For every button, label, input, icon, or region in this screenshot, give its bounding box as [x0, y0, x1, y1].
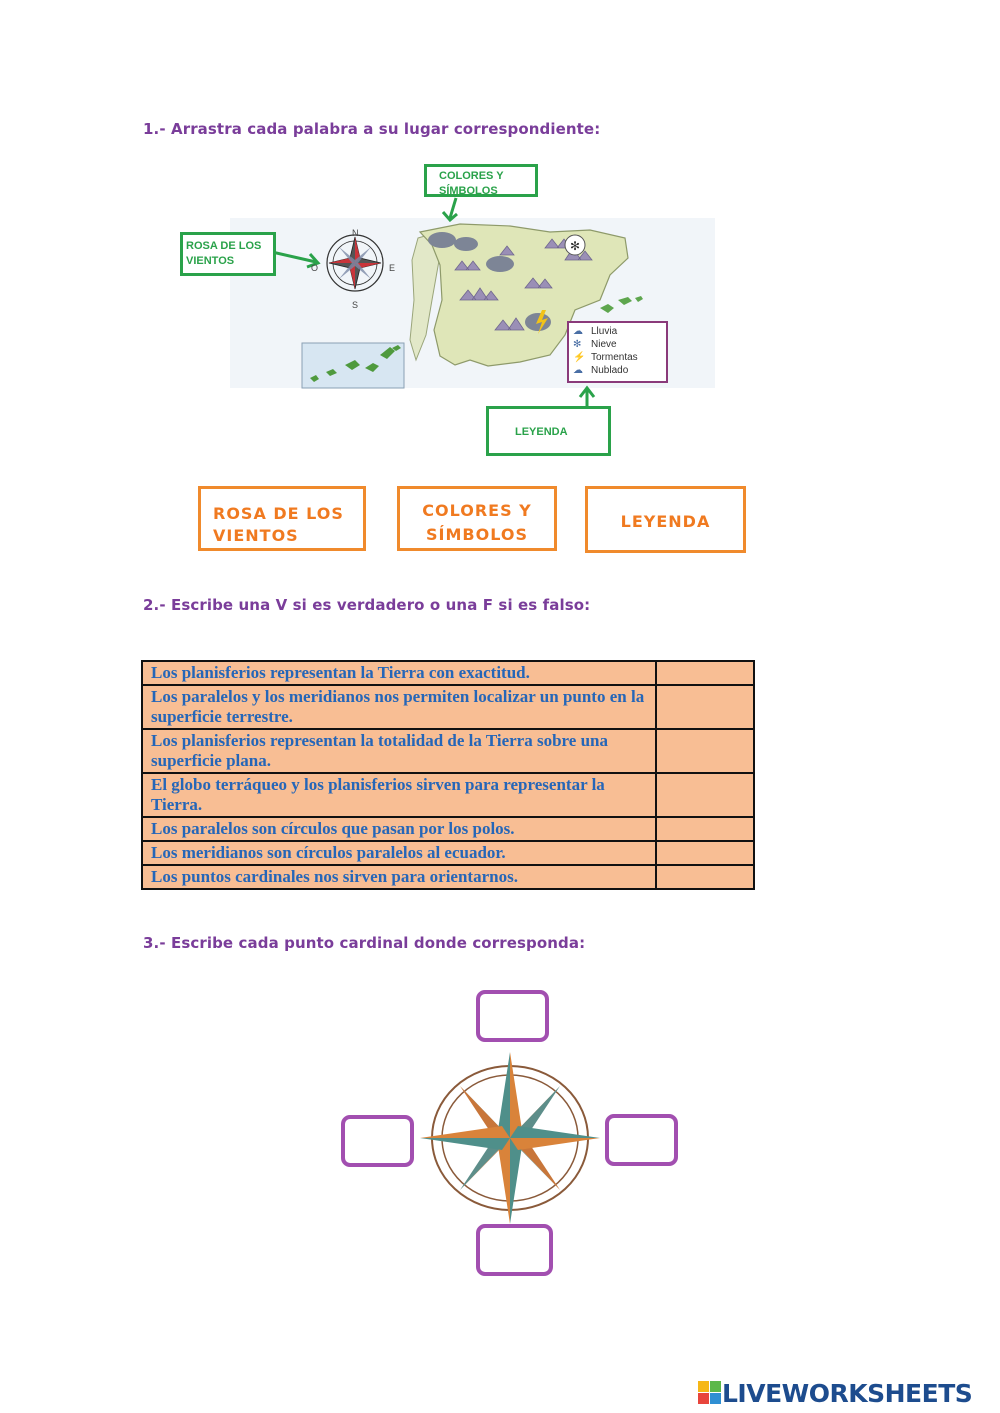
svg-text:✻: ✻	[570, 239, 581, 253]
drag-word-colores[interactable]	[397, 486, 557, 551]
statement-cell: El globo terráqueo y los planisferios sirven para representar la Tierra.	[142, 773, 656, 817]
legend-label: Nublado	[591, 365, 629, 376]
map-label-leyenda: LEYENDA	[486, 406, 611, 456]
table-row	[142, 685, 754, 729]
cardinal-input-north[interactable]	[480, 994, 545, 1038]
statement-cell: Los paralelos y los meridianos nos permiten localizar un punto en la superficie terrestre.	[142, 685, 656, 729]
cloudy-icon: ☁	[573, 365, 583, 376]
statement-cell: Los planisferios representan la totalidad de la Tierra sobre una superficie plana.	[142, 729, 656, 773]
table-row	[142, 817, 754, 841]
answer-cell[interactable]	[656, 865, 754, 889]
legend-label: Lluvia	[591, 326, 618, 337]
drag-word-line: LEYENDA	[620, 512, 711, 531]
answer-cell[interactable]	[656, 729, 754, 773]
answer-input[interactable]	[657, 842, 753, 864]
statement-cell: Los planisferios representan la Tierra con exactitud.	[142, 661, 656, 685]
snow-cloud-icon: ✻	[573, 339, 582, 350]
compass-letter-n: N	[352, 228, 359, 238]
drag-word-line: SÍMBOLOS	[426, 525, 528, 544]
answer-input[interactable]	[657, 774, 753, 796]
question-1-title: 1.- Arrastra cada palabra a su lugar correspondiente:	[143, 120, 601, 138]
table-row	[142, 729, 754, 773]
compass-rose-small	[327, 235, 383, 291]
legend-label: Tormentas	[591, 352, 638, 363]
cardinal-input-east[interactable]	[609, 1118, 674, 1162]
answer-input[interactable]	[657, 818, 753, 840]
compass-letter-o: O	[311, 263, 319, 273]
map-figure	[170, 160, 730, 465]
cardinal-box-north[interactable]	[476, 990, 549, 1042]
statement-cell: Los paralelos son círculos que pasan por los polos.	[142, 817, 656, 841]
compass-letter-e: E	[389, 263, 396, 273]
legend-row	[573, 364, 662, 377]
compass-letter-s: S	[352, 300, 359, 310]
liveworksheets-brand	[698, 1378, 972, 1408]
cardinal-box-west[interactable]	[341, 1115, 414, 1167]
map-legend	[567, 321, 668, 383]
cardinal-box-east[interactable]	[605, 1114, 678, 1166]
storm-cloud-icon: ⚡	[573, 352, 586, 363]
answer-cell[interactable]	[656, 817, 754, 841]
cardinal-input-west[interactable]	[345, 1119, 410, 1163]
table-row	[142, 661, 754, 685]
question-3-title: 3.- Escribe cada punto cardinal donde corresponda:	[143, 934, 586, 952]
answer-input[interactable]	[657, 662, 753, 684]
compass-rose-large	[415, 1050, 605, 1225]
legend-row	[573, 351, 662, 364]
spain-map-illustration	[170, 160, 730, 465]
answer-cell[interactable]	[656, 841, 754, 865]
drag-word-line: COLORES Y	[422, 501, 532, 520]
question-2-title: 2.- Escribe una V si es verdadero o una F si es falso:	[143, 596, 591, 614]
answer-cell[interactable]	[656, 685, 754, 729]
true-false-table	[141, 660, 755, 890]
drag-word-line: VIENTOS	[213, 526, 299, 545]
answer-cell[interactable]	[656, 773, 754, 817]
brand-name: LIVEWORKSHEETS	[722, 1378, 973, 1408]
legend-label: Nieve	[591, 339, 617, 350]
statement-cell: Los puntos cardinales nos sirven para orientarnos.	[142, 865, 656, 889]
answer-input[interactable]	[657, 730, 753, 752]
answer-input[interactable]	[657, 866, 753, 888]
drag-word-leyenda[interactable]	[585, 486, 746, 553]
statement-cell: Los meridianos son círculos paralelos al ecuador.	[142, 841, 656, 865]
table-row	[142, 773, 754, 817]
map-label-colores: COLORES Y SÍMBOLOS	[424, 164, 538, 197]
legend-row	[573, 325, 662, 338]
table-row	[142, 865, 754, 889]
answer-cell[interactable]	[656, 661, 754, 685]
table-row	[142, 841, 754, 865]
liveworksheets-logo-icon	[698, 1381, 722, 1405]
drag-word-rosa[interactable]	[198, 486, 366, 551]
drag-word-line: ROSA DE LOS	[213, 504, 344, 523]
legend-row	[573, 338, 662, 351]
rain-cloud-icon: ☁	[573, 326, 583, 337]
answer-input[interactable]	[657, 686, 753, 708]
cardinal-box-south[interactable]	[476, 1224, 553, 1276]
map-label-rosa: ROSA DE LOS VIENTOS	[180, 232, 276, 276]
cardinal-input-south[interactable]	[480, 1228, 549, 1272]
